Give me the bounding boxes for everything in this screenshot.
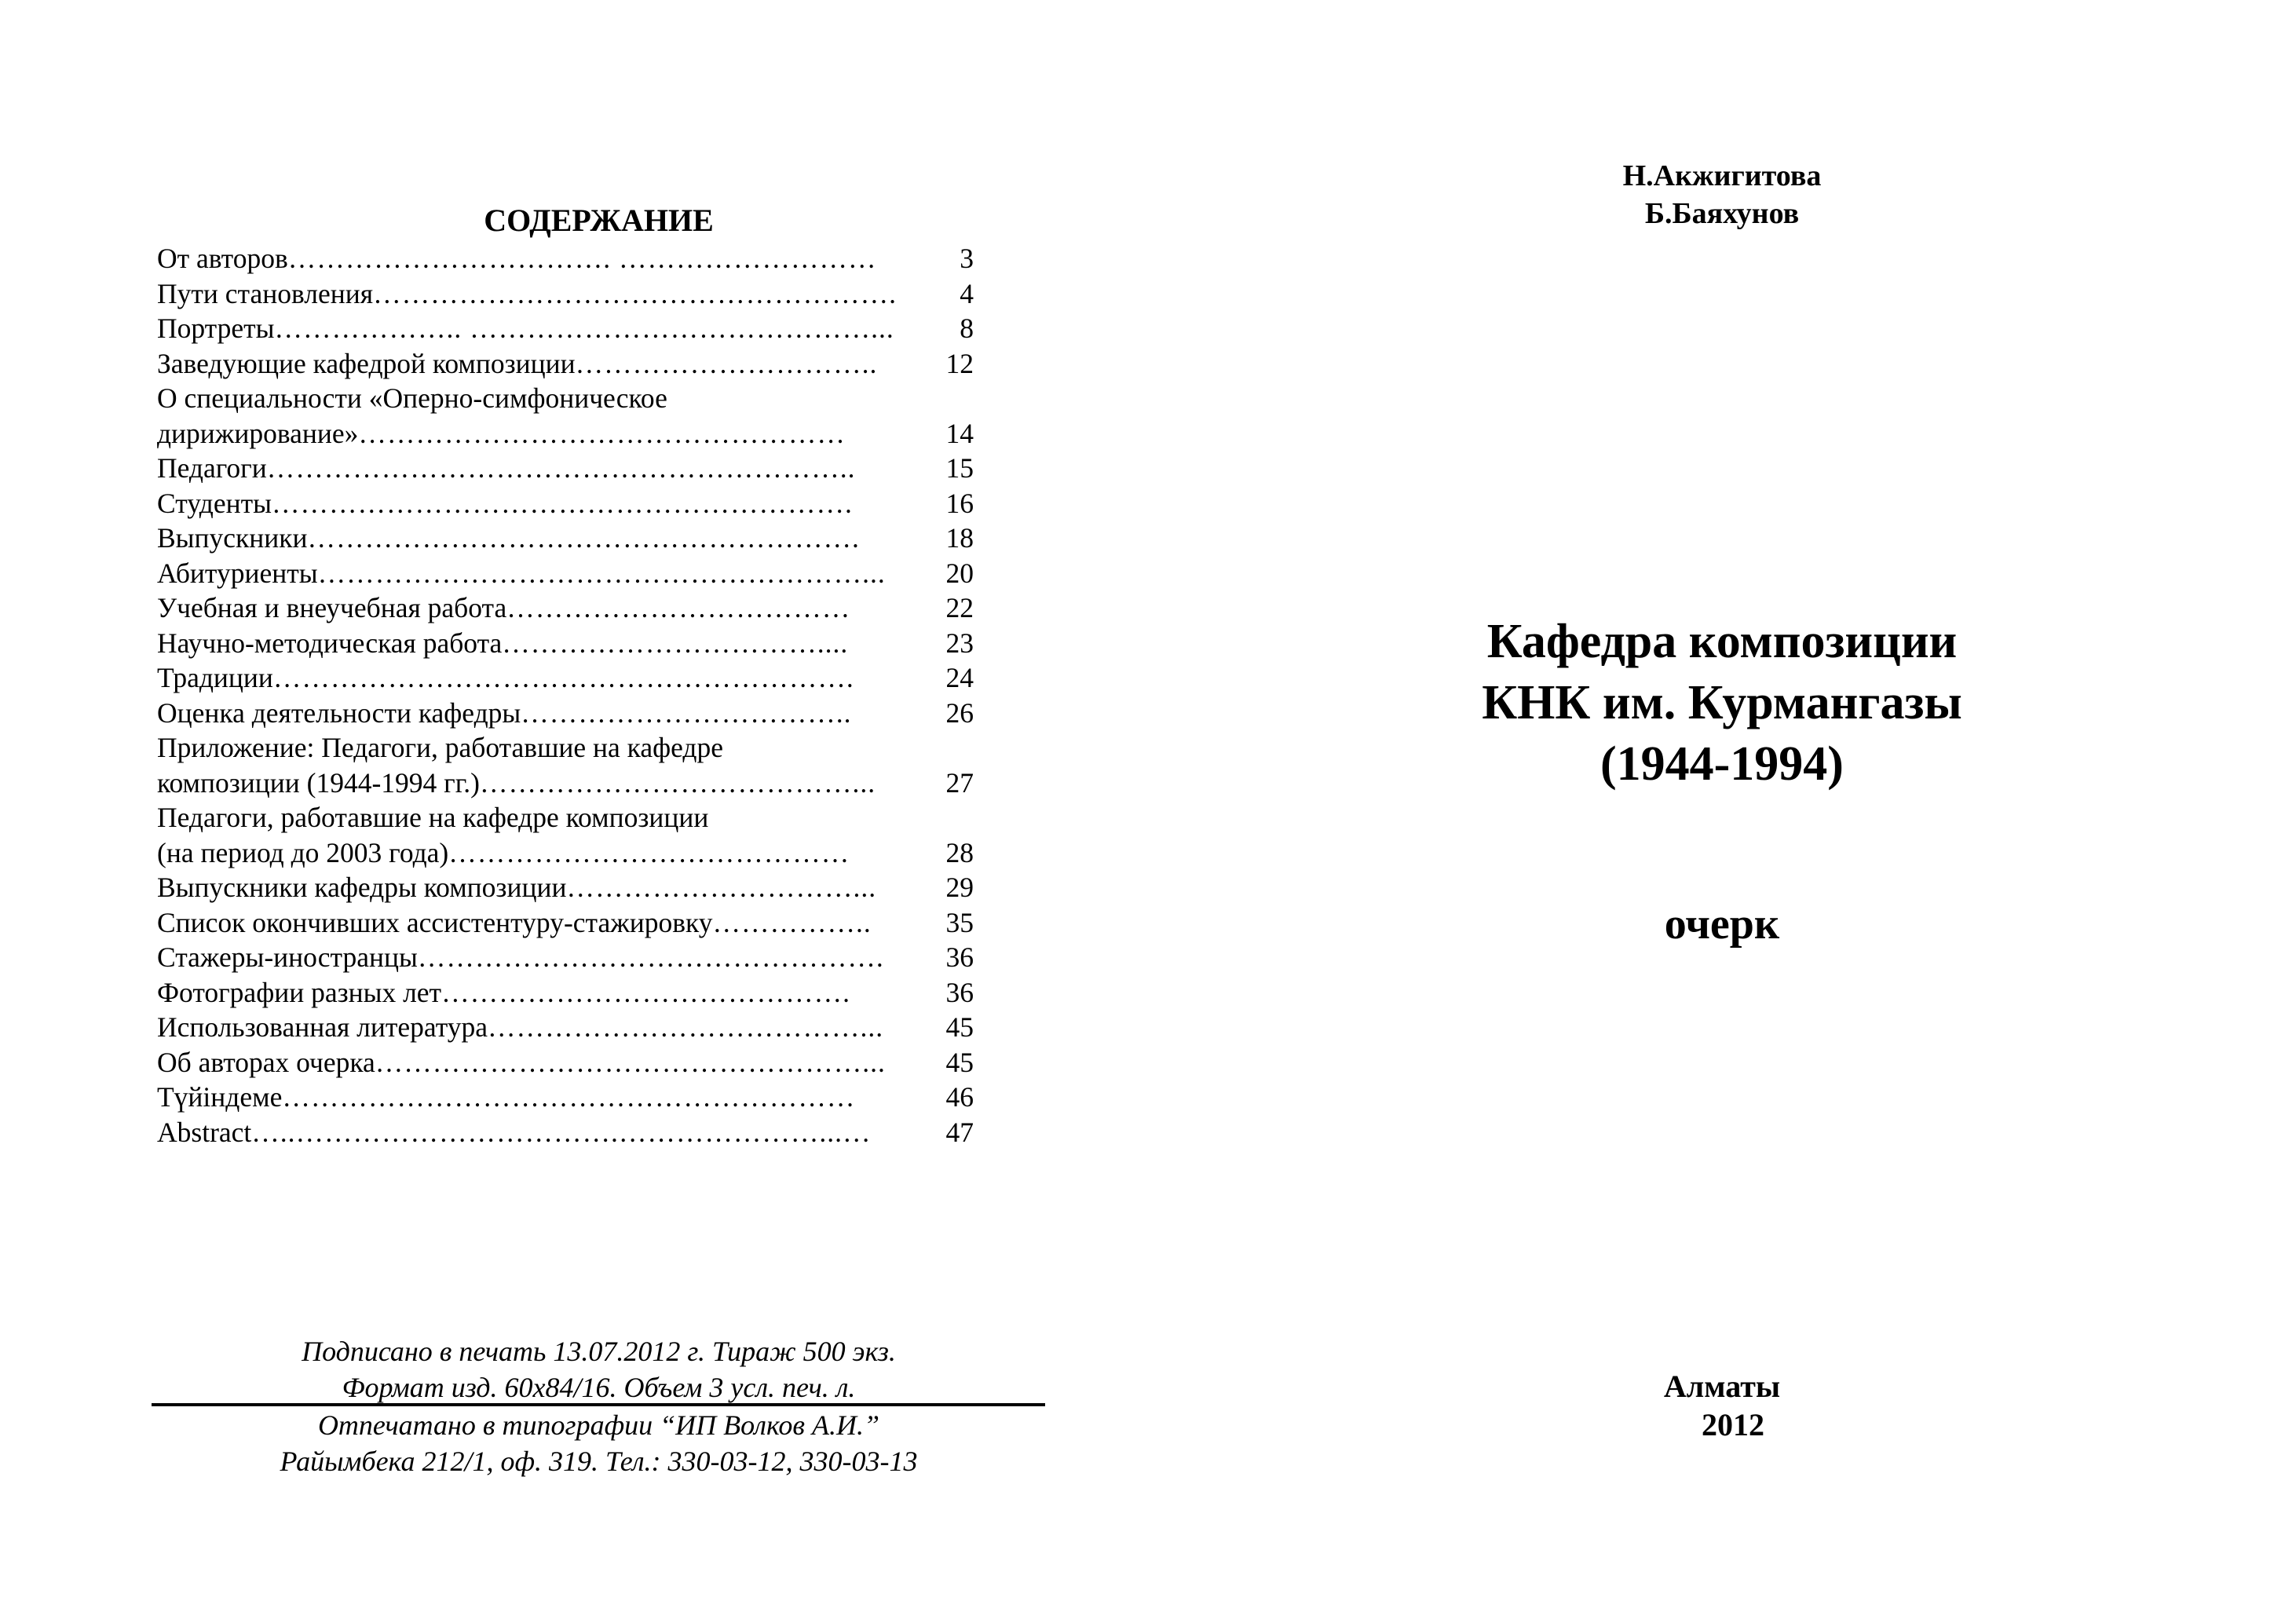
toc-entry-label: Учебная и внеучебная работа: [157, 592, 507, 623]
toc-entry-page: 36: [945, 941, 974, 973]
toc-entry: [157, 590, 974, 626]
toc-entry-row: [157, 1080, 974, 1115]
toc-title: СОДЕРЖАНИЕ: [484, 203, 714, 238]
toc-entry-page: 20: [945, 557, 974, 589]
toc-entry-label: композиции (1944-1994 гг.): [157, 766, 480, 799]
toc-entry-row: [157, 241, 974, 276]
toc-entry-leader: …………………………..: [575, 347, 878, 379]
toc-entry-label: Использованная литература: [157, 1011, 488, 1043]
toc-entry-page: 45: [945, 1046, 974, 1078]
toc-entry-row: [157, 276, 974, 312]
toc-entry: [157, 486, 974, 521]
toc-entry-label: Об авторах очерка: [157, 1046, 375, 1078]
toc-entry: [157, 346, 974, 382]
toc-entry: [157, 660, 974, 696]
imprint-format-line: Формат изд. 60х84/16. Объем 3 усл. печ. л.: [342, 1372, 856, 1403]
toc-entry-row: [157, 975, 974, 1011]
toc-entry-row: [157, 486, 974, 521]
toc-entry-page: 35: [945, 906, 974, 938]
publication-city: Алматы: [1663, 1369, 1781, 1404]
toc-entry-label: дирижирование»: [157, 417, 359, 449]
publication-year: 2012: [1702, 1407, 1764, 1442]
toc-entry-row: [157, 451, 974, 486]
toc-entry-page: 22: [945, 592, 974, 623]
toc-entry-label: Абитуриенты: [157, 557, 318, 589]
toc-entry: [157, 276, 974, 312]
toc-entry-leader: ………………………………………….: [417, 941, 884, 973]
toc-entry-label: Список окончивших ассистентуру-стажировку: [157, 906, 713, 938]
toc-entry: [157, 975, 974, 1011]
author-name: Н.Акжигитова: [1622, 159, 1822, 192]
toc-entry: [157, 940, 974, 975]
toc-entry-page: 36: [945, 976, 974, 1008]
toc-entry-label: Фотографии разных лет: [157, 976, 442, 1008]
toc-entry-label: Выпускники: [157, 522, 308, 554]
toc-entry-label: Abstract: [157, 1116, 252, 1148]
toc-entry-row: [157, 556, 974, 591]
toc-entry-leader: …………………………………………………….: [272, 662, 854, 693]
toc-entry-row: [157, 346, 974, 382]
toc-entry-leader: ……………………………………………………: [282, 1081, 856, 1113]
toc-entry-leader: …………………………………...: [479, 766, 876, 799]
toc-entry-page: 12: [945, 347, 974, 379]
book-title-line: (1944-1994): [1600, 737, 1844, 791]
toc-entry: [157, 905, 974, 941]
toc-entry-leader: ……………………………………………………..: [266, 452, 856, 484]
toc-entry-leader: ……………….. ……………………………………...: [274, 313, 894, 344]
book-genre: очерк: [1664, 900, 1780, 949]
imprint-signed-line: Подписано в печать 13.07.2012 г. Тираж 500 экз.: [302, 1336, 896, 1367]
toc-entry-leader: ……………………………....: [502, 627, 849, 659]
toc-entry-page: 3: [960, 243, 974, 274]
toc-entry-page: 45: [945, 1011, 974, 1043]
toc-entry-row: [157, 311, 974, 346]
toc-entry: [157, 556, 974, 591]
toc-entry-page: 8: [960, 313, 974, 344]
book-title: [1148, 611, 2296, 795]
toc-entry-leader: ………………………………………………….: [307, 522, 860, 554]
toc-entry-leader: ……………………………..: [521, 696, 852, 729]
toc-entry-leader: ……………..: [712, 906, 872, 938]
toc-entry-row: [157, 905, 974, 941]
toc-entry: [157, 241, 974, 276]
toc-entry-label: Оценка деятельности кафедры: [157, 696, 521, 729]
toc-entry-leader: ……………………………………………….: [373, 277, 897, 309]
toc-entry: [157, 800, 974, 870]
toc-entry-row: [157, 626, 974, 661]
toc-entry-page: 23: [945, 627, 974, 659]
toc-entry-page: 15: [945, 452, 974, 484]
toc-entry: [157, 451, 974, 486]
toc-entry-row: [157, 870, 974, 905]
toc-entry-label: Заведующие кафедрой композиции: [157, 347, 576, 379]
toc-entry: [157, 1010, 974, 1045]
toc-entry-page: 26: [945, 696, 974, 729]
toc-entry-label: От авторов: [157, 243, 288, 274]
toc-entry-title-line: Педагоги, работавшие на кафедре композиции: [157, 802, 709, 833]
toc-entry-page: 14: [945, 417, 974, 449]
imprint-divider: [152, 1403, 1045, 1406]
toc-entry-label: Традиции: [157, 662, 273, 693]
toc-entry-title-line: Приложение: Педагоги, работавшие на кафедре: [157, 732, 723, 763]
toc-entry-row: [157, 835, 974, 871]
toc-entry: [157, 1080, 974, 1115]
toc-entry: [157, 696, 974, 731]
toc-entry-leader: ………………………………: [506, 592, 851, 623]
toc-entry-page: 24: [945, 662, 974, 693]
toc-entry-label: Портреты: [157, 313, 275, 344]
toc-entry-page: 4: [960, 277, 974, 309]
toc-entry-row: [157, 521, 974, 556]
toc-entry-leader: …………………………………………………….: [271, 487, 853, 519]
toc-entry-leader: ……………………………………………: [358, 417, 846, 449]
toc-entry-row: [157, 940, 974, 975]
toc-entry-leader: ……………………………………: [448, 836, 850, 868]
toc-entry-leader: …..…………………………….…………………...…: [251, 1116, 872, 1148]
toc-entry: [157, 1045, 974, 1080]
toc-entry: [157, 870, 974, 905]
toc-entry-page: 47: [945, 1116, 974, 1148]
toc-entry-leader: …………………………………………………...: [317, 557, 886, 589]
toc-entry-row: [157, 1045, 974, 1080]
toc-entry: [157, 626, 974, 661]
toc-entry-page: 46: [945, 1081, 974, 1113]
toc-entry-leader: ……………………………. ………………………: [287, 243, 877, 274]
author-name: Б.Баяхунов: [1644, 197, 1800, 230]
toc-entry: [157, 1115, 974, 1150]
toc-entry-label: Педагоги: [157, 452, 267, 484]
toc-entry-row: [157, 660, 974, 696]
toc-entry-label: Стажеры-иностранцы: [157, 941, 418, 973]
book-title-line: КНК им. Курмангазы: [1482, 676, 1962, 729]
toc-entry: [157, 521, 974, 556]
book-title-line: Кафедра композиции: [1486, 615, 1958, 668]
toc-entry-label: Түйіндеме: [157, 1081, 283, 1113]
toc-entry-row: [157, 766, 974, 801]
toc-entry-row: [157, 1010, 974, 1045]
imprint-printer-line: Отпечатано в типографии “ИП Волков А.И.”: [317, 1409, 880, 1441]
right-page-title: [1148, 0, 2296, 1623]
toc-entry-label: Пути становления: [157, 277, 374, 309]
toc-entry-label: Выпускники кафедры композиции: [157, 872, 567, 903]
toc-entry-label: (на период до 2003 года): [157, 836, 449, 868]
toc-entry-leader: ……………………………………………...: [375, 1046, 886, 1078]
toc-entry-page: 18: [945, 522, 974, 554]
toc-entry-label: Научно-методическая работа: [157, 627, 503, 659]
toc-entry-leader: …………………………………….: [441, 976, 850, 1008]
toc-entry-page: 27: [945, 766, 974, 799]
toc-entry: [157, 311, 974, 346]
toc-list: [157, 241, 974, 1150]
toc-entry: [157, 381, 974, 451]
toc-entry-title-line: О специальности «Оперно-симфоническое: [157, 382, 667, 414]
toc-entry-page: 28: [945, 836, 974, 868]
imprint-address-line: Райымбека 212/1, оф. 319. Тел.: 330-03-12, 330-03-13: [280, 1446, 918, 1477]
toc-entry-row: [157, 696, 974, 731]
toc-entry-row: [157, 590, 974, 626]
toc-entry-leader: …………………………...: [566, 872, 877, 903]
toc-entry: [157, 730, 974, 800]
toc-entry-row: [157, 416, 974, 451]
toc-entry-page: 16: [945, 487, 974, 519]
toc-entry-page: 29: [945, 872, 974, 903]
toc-entry-label: Студенты: [157, 487, 272, 519]
toc-entry-leader: …………………………………...: [488, 1011, 884, 1043]
toc-entry-row: [157, 1115, 974, 1150]
